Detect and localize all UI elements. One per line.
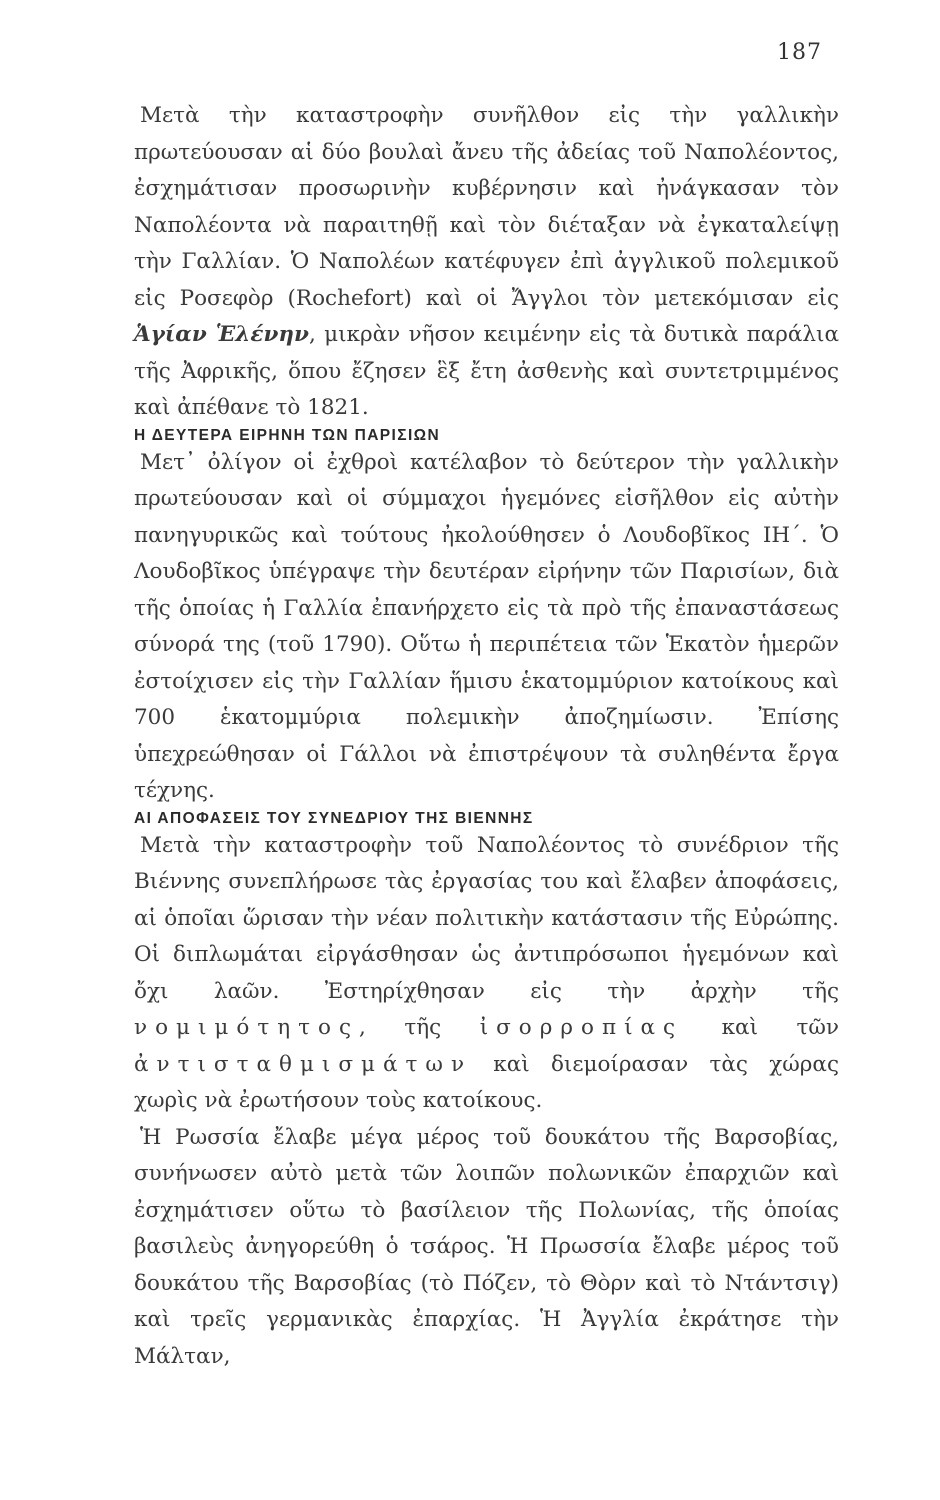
saint-helena-term: Ἁγίαν Ἑλένην: [134, 322, 309, 347]
paragraph-territorial-changes: Ἡ Ρωσσία ἔλαβε μέγα μέρος τοῦ δουκάτου τῆς Βαρσοβίας, συνήνωσεν αὐτὸ μετὰ τῶν λοιπῶν πολωνικῶν ἐπαρχιῶν καὶ ἐσχημάτισεν οὕτω τὸ βασίλειον τῆς Πολωνίας, τῆς ὁποίας βασιλεὺς ἀνηγορεύθη ὁ τσάρος. Ἡ Πρωσσία ἔλαβε μέρος τοῦ δουκάτου τῆς Βαρσοβίας (τὸ Πόζεν, τὸ Θὸρν καὶ τὸ Ντάντσιγ) καὶ τρεῖς γερμανικὰς ἐπαρχίας. Ἡ Ἀγγλία ἐκράτησε τὴν Μάλταν,: [134, 1124, 839, 1369]
compensations-term: ἀντισταθμισμάτων: [134, 1051, 473, 1077]
paragraph-vienna-congress: [134, 828, 839, 1120]
legitimacy-term: νομιμότητος: [134, 1015, 359, 1040]
paragraph-napoleon-exile: [134, 98, 839, 427]
balance-term: ἰσορροπίας: [479, 1015, 684, 1040]
page-number: 187: [777, 40, 822, 65]
page-body: [134, 98, 839, 1375]
paragraph-text: , μικρὰν νῆσον κειμένην εἰς τὰ δυτικὰ παράλια τῆς Ἀφρικῆς, ὅπου ἔζησεν ἓξ ἔτη ἀσθενὴς καὶ συντετριμμένος καὶ ἀπέθανε τὸ 1821.: [134, 322, 839, 420]
paragraph-text: , τῆς: [359, 1015, 442, 1040]
paragraph-text: καὶ διεμοίρασαν τὰς χώρας χωρὶς νὰ ἐρωτήσουν τοὺς κατοίκους.: [134, 1051, 839, 1113]
paragraph-text: καὶ τῶν: [721, 1015, 839, 1040]
paragraph-text: Μετὰ τὴν καταστροφὴν τοῦ Ναπολέοντος τὸ συνέδριον τῆς Βιέννης συνεπλήρωσε τὰς ἐργασίας του καὶ ἔλαβεν ἀποφάσεις, αἱ ὁποῖαι ὥρισαν τὴν νέαν πολιτικὴν κατάστασιν τῆς Εὐρώπης. Οἱ διπλωμάται εἰργάσθησαν ὡς ἀντιπρόσωποι ἡγεμόνων καὶ ὄχι λαῶν. Ἐστηρίχθησαν εἰς τὴν ἀρχὴν τῆς: [134, 832, 839, 1004]
section-heading-vienna-decisions: ΑΙ ΑΠΟΦΑΣΕΙΣ ΤΟΥ ΣΥΝΕΔΡΙΟΥ ΤΗΣ ΒΙΕΝΝΗΣ: [134, 809, 534, 827]
section-heading-second-peace: Η ΔΕΥΤΕΡΑ ΕΙΡΗΝΗ ΤΩΝ ΠΑΡΙΣΙΩΝ: [134, 426, 441, 444]
paragraph-second-peace: Μετ᾽ ὀλίγον οἱ ἐχθροὶ κατέλαβον τὸ δεύτερον τὴν γαλλικὴν πρωτεύουσαν καὶ οἱ σύμμαχοι ἡγεμόνες εἰσῆλθον εἰς αὐτὴν πανηγυρικῶς καὶ τούτους ἠκολούθησεν ὁ Λουδοβῖκος ΙΗ΄. Ὁ Λουδοβῖκος ὑπέγραψε τὴν δευτέραν εἰρήνην τῶν Παρισίων, διὰ τῆς ὁποίας ἡ Γαλλία ἐπανήρχετο εἰς τὰ πρὸ τῆς ἐπαναστάσεως σύνορά της (τοῦ 1790). Οὕτω ἡ περιπέτεια τῶν Ἑκατὸν ἡμερῶν ἐστοίχισεν εἰς τὴν Γαλλίαν ἥμισυ ἑκατομμύριον κατοίκους καὶ 700 ἑκατομμύρια πολεμικὴν ἀποζημίωσιν. Ἐπίσης ὑπεχρεώθησαν οἱ Γάλλοι νὰ ἐπιστρέψουν τὰ συληθέντα ἔργα τέχνης.: [134, 449, 839, 803]
paragraph-text: Μετὰ τὴν καταστροφὴν συνῆλθον εἰς τὴν γαλλικὴν πρωτεύουσαν αἱ δύο βουλαὶ ἄνευ τῆς ἀδείας τοῦ Ναπολέοντος, ἐσχημάτισαν προσωρινὴν κυβέρνησιν καὶ ἠνάγκασαν τὸν Ναπολέοντα νὰ παραιτηθῇ καὶ τὸν διέταξαν νὰ ἐγκαταλείψῃ τὴν Γαλλίαν. Ὁ Ναπολέων κατέφυγεν ἐπὶ ἀγγλικοῦ πολεμικοῦ εἰς Ροσεφὸρ (Rochefort) καὶ οἱ Ἄγγλοι τὸν μετεκόμισαν εἰς: [134, 103, 839, 311]
